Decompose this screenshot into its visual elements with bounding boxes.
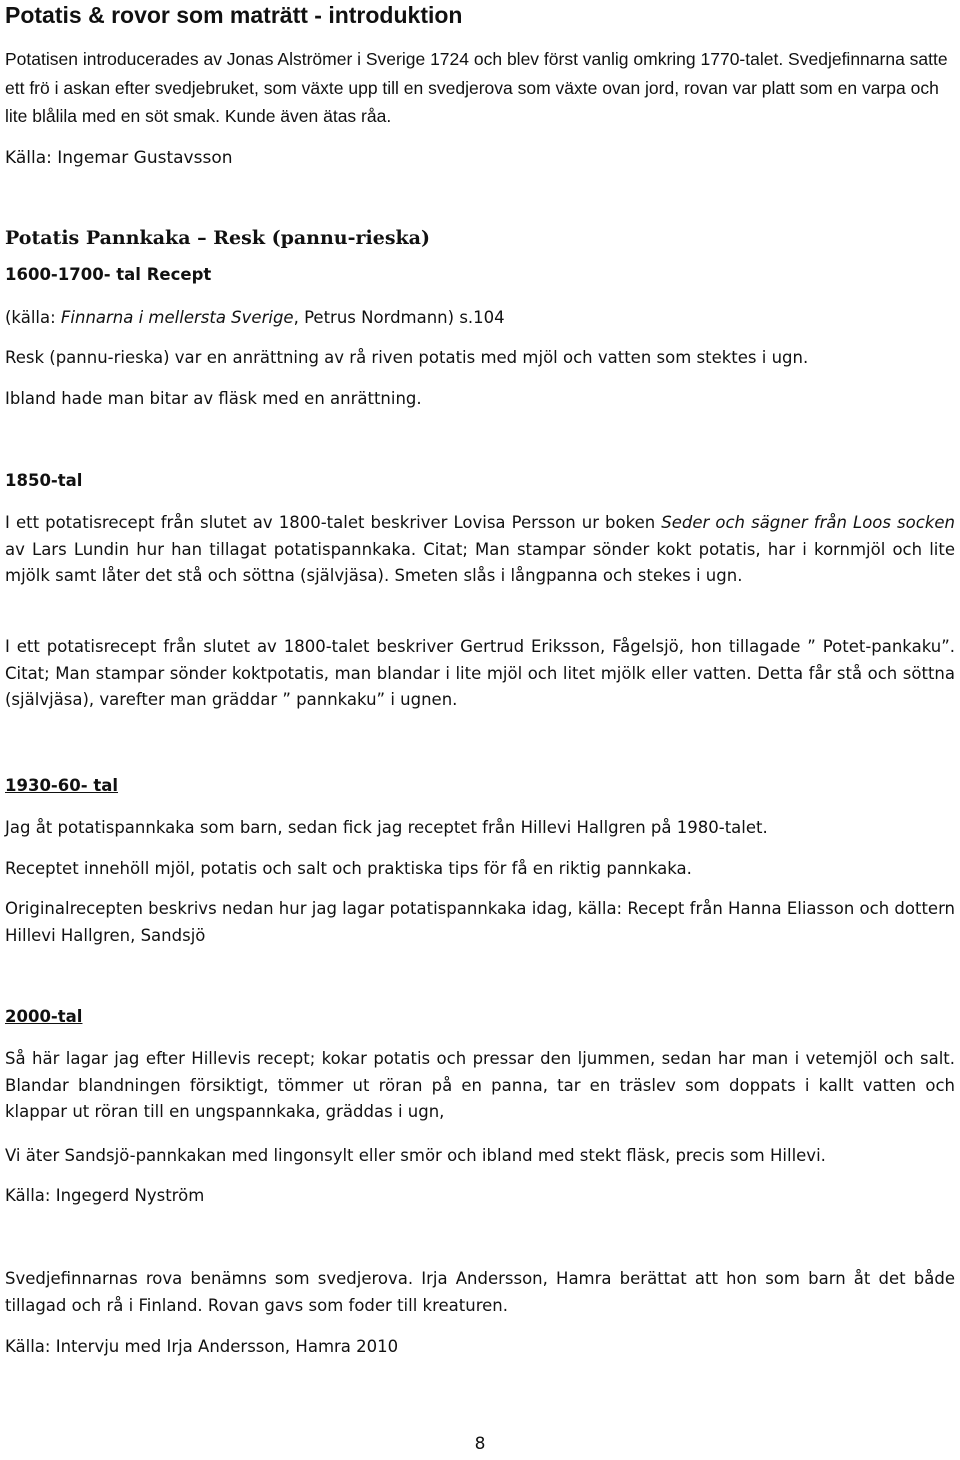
paragraph-1850-a-book: Seder och sägner från Loos socken [661, 513, 955, 532]
source-1600-suffix: , Petrus Nordmann) s.104 [293, 308, 505, 327]
paragraph-2000-a: Så här lagar jag efter Hillevis recept; kokar potatis och pressar den ljummen, sedan har man i vetemjöl och salt. Blandar blandningen försiktigt, tömmer ut röran på en panna, tar en träslev som doppats i kallt vatten och klappar ut röran till en ungspannkaka, gräddas i ugn, [5, 1049, 955, 1121]
paragraph-1850-a-end: av Lars Lundin hur han tillagat potatispannkaka. Citat; Man stampar sönder kokt potatis, har i kornmjöl och lite mjölk samt låter det stå och söttna (självjäsa). Smeten slås i långpanna och stekes i ugn. [5, 539, 955, 585]
paragraph-rova-source: Källa: Intervju med Irja Andersson, Hamra 2010 [5, 1337, 399, 1356]
paragraph-1600-a: Resk (pannu-rieska) var en anrättning av rå riven potatis med mjöl och vatten som stektes i ugn. [5, 348, 809, 367]
paragraph-1930-c: Originalrecepten beskrivs nedan hur jag lagar potatispannkaka idag, källa: Recept från Hanna Eliasson och dottern Hillevi Hallgren, Sandsjö [5, 899, 956, 945]
paragraph-1930-b: Receptet innehöll mjöl, potatis och salt och praktiska tips för få en riktig pannkaka. [5, 859, 692, 878]
paragraph-1850-b: I ett potatisrecept från slutet av 1800-talet beskriver Gertrud Eriksson, Fågelsjö, hon tillagade ” Potet-pankaku”. Citat; Man stampar sönder koktpotatis, man blandar i lite mjöl och litet mjölk eller vatten. Detta får stå och söttna (självjäsa), varefter man gräddar ” pannkaku” i ugnen. [5, 637, 955, 709]
source-1600 [5, 305, 955, 332]
intro-paragraph: Potatisen introducerades av Jonas Alströmer i Sverige 1724 och blev först vanlig omkring 1770-talet. Svedjefinnarna satte ett frö i askan efter svedjebruket, som växte upp till en svedjerova som växte ovan jord, rovan var platt som en varpa och lite blålila med en söt smak. Kunde även ätas råa. [5, 49, 948, 126]
paragraph-1930-a: Jag åt potatispannkaka som barn, sedan fick jag receptet från Hillevi Hallgren på 1980-talet. [5, 818, 768, 837]
paragraph-2000-b: Vi äter Sandsjö-pannkakan med lingonsylt eller smör och ibland med stekt fläsk, precis som Hillevi. [5, 1146, 826, 1165]
paragraph-1850-a [5, 510, 955, 590]
source-1600-book: Finnarna i mellersta Sverige [60, 308, 294, 327]
era-heading-1850: 1850-tal [5, 471, 83, 490]
page-title: Potatis & rovor som maträtt - introduktion [5, 2, 463, 28]
source-1600-prefix: (källa: [5, 308, 61, 327]
era-heading-1600: 1600-1700- tal Recept [5, 265, 212, 284]
intro-source: Källa: Ingemar Gustavsson [5, 148, 233, 168]
paragraph-1600-b: Ibland hade man bitar av fläsk med en anrättning. [5, 389, 422, 408]
page-number: 8 [474, 1434, 486, 1454]
paragraph-1850-a-start: I ett potatisrecept från slutet av 1800-talet beskriver Lovisa Persson ur boken [5, 513, 662, 532]
recipe-title: Potatis Pannkaka – Resk (pannu-rieska) [5, 227, 430, 249]
era-heading-2000: 2000-tal [5, 1007, 83, 1026]
paragraph-2000-source: Källa: Ingegerd Nyström [5, 1186, 205, 1205]
paragraph-rova: Svedjefinnarnas rova benämns som svedjerova. Irja Andersson, Hamra berättat att hon som barn åt det både tillagad och rå i Finland. Rovan gavs som foder till kreaturen. [5, 1269, 955, 1315]
era-heading-1930: 1930-60- tal [5, 776, 119, 795]
